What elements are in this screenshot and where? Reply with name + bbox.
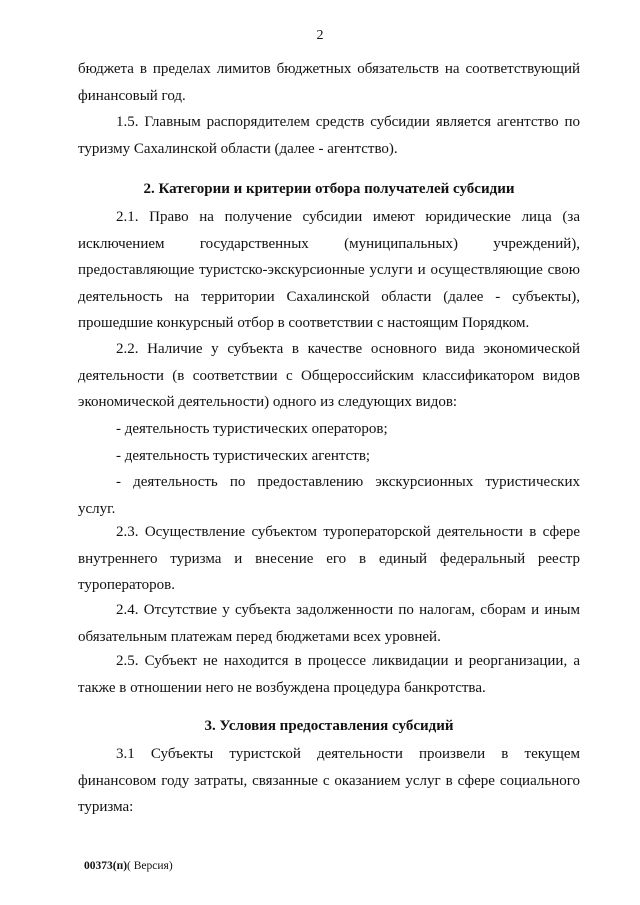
list-item: - деятельность туристических операторов; [116,421,388,437]
section-heading-2: 2. Категории и критерии отбора получателей субсидии [143,181,515,197]
text-line: бюджета в пределах лимитов бюджетных обязательств на соответствующий [78,61,580,77]
text-line: обязательным платежам перед бюджетами всех уровней. [78,628,441,645]
text-line: деятельности (в соответствии с Общероссийским классификатором видов [78,367,580,384]
text-line: финансовом году затраты, связанные с оказанием услуг в сфере социального [78,772,580,789]
paragraph-2-5 [78,648,580,701]
section-heading-3: 3. Условия предоставления субсидий [204,718,454,734]
text-line: туроператоров. [78,577,176,593]
text-line: 2.1. Право на получение субсидии имеют юридические лица (за [116,209,580,225]
text-line: предоставляющие туристско-экскурсионные услуги и осуществляющие свою [78,262,580,278]
paragraph-3-1 [78,741,580,821]
list-item: - деятельность туристических агентств; [116,447,371,464]
paragraph-2-4 [78,597,580,650]
paragraph-2-2 [78,336,580,416]
text-line: экономической деятельности) одного из следующих видов: [78,394,458,410]
text-line: финансовый год. [78,87,186,104]
text-line: 3.1 Субъекты туристской деятельности произвели в текущем [116,746,580,762]
paragraph-2-1 [78,204,580,337]
text-line: прошедшие конкурсный отбор в соответствии с настоящим Порядком. [78,315,530,331]
list-item: - деятельность по предоставлению экскурсионных туристических [116,474,580,490]
text-line: 2.5. Субъект не находится в процессе ликвидации и реорганизации, а [116,653,580,669]
text-line: также в отношении него не возбуждена процедура банкротства. [78,679,486,696]
text-line: 2.2. Наличие у субъекта в качестве основного вида экономической [116,341,580,357]
text-line: туризму Сахалинской области (далее - агентство). [78,140,398,157]
text-line: внутреннего туризма и внесение его в единый федеральный реестр [78,550,580,567]
text-line: 1.5. Главным распорядителем средств субсидии является агентство по [116,114,580,130]
paragraph-continuation [78,56,580,109]
version-label: ( Версия) [127,860,173,872]
activity-list [78,416,580,522]
document-footer [84,860,173,872]
text-line: исключением государственных (муниципальных) учреждений), [78,235,580,252]
text-line: деятельность на территории Сахалинской области (далее - субъекты), [78,288,580,305]
text-line: туризма: [78,799,134,815]
paragraph-1-5 [78,109,580,162]
page-number: 2 [316,28,324,43]
text-line: 2.4. Отсутствие у субъекта задолженности по налогам, сборам и иным [116,602,580,618]
list-item-continuation: услуг. [78,500,116,517]
paragraph-2-3 [78,519,580,599]
text-line: 2.3. Осуществление субъектом туроператорской деятельности в сфере [116,524,580,540]
document-code: 00373(п) [84,860,128,872]
